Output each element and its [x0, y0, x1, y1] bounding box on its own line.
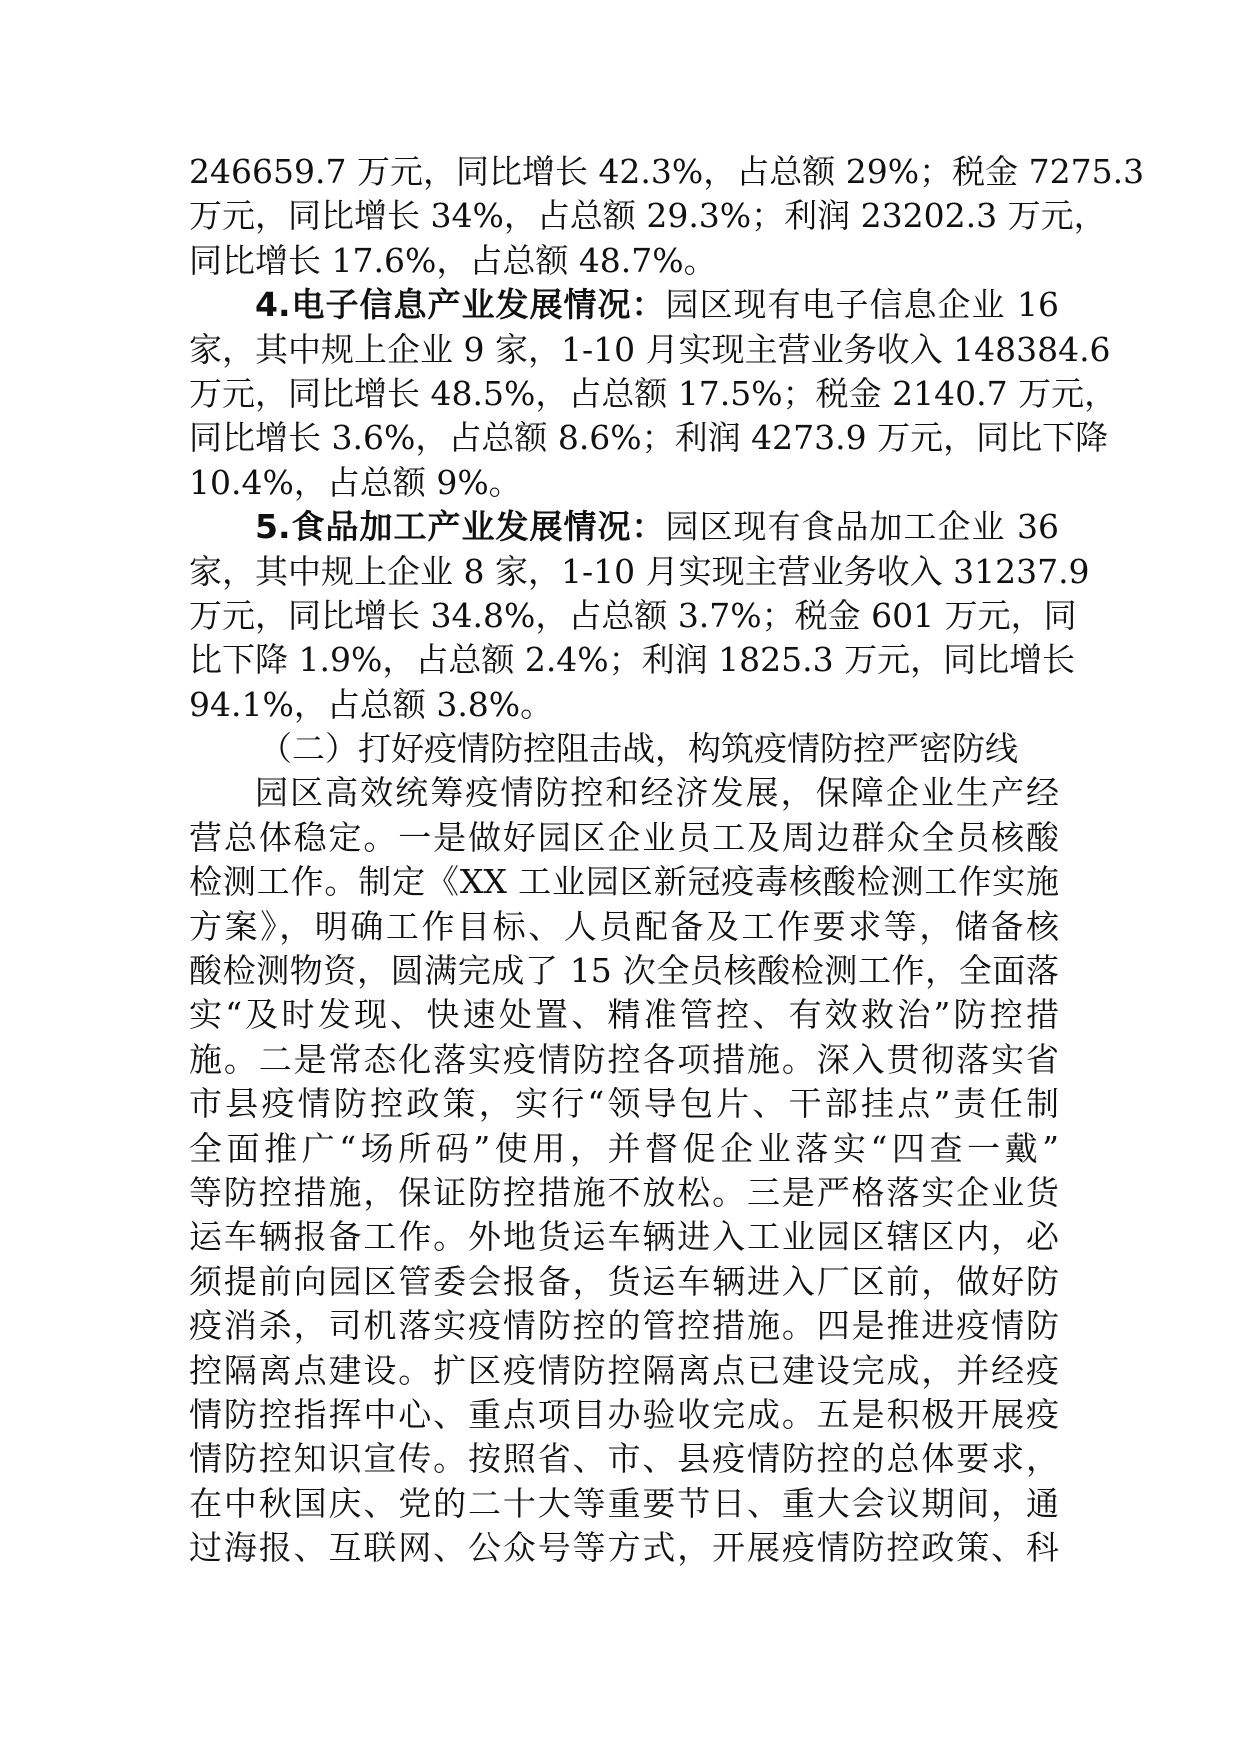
heading-text: 园区现有电子信息企业 16 [665, 285, 1060, 325]
text-line: 市县疫情防控政策，实行“领导包片、干部挂点”责任制 [189, 1084, 1059, 1124]
text-line: 等防控措施，保证防控措施不放松。三是严格落实企业货 [189, 1172, 1059, 1212]
text-line: 检测工作。制定《XX 工业园区新冠疫毒核酸检测工作实施 [189, 862, 1059, 902]
text-line: 须提前向园区管委会报备，货运车辆进入厂区前，做好防 [189, 1261, 1059, 1301]
text-line: 过海报、互联网、公众号等方式，开展疫情防控政策、科 [189, 1528, 1059, 1568]
text-line: 施。二是常态化落实疫情防控各项措施。深入贯彻落实省 [189, 1039, 1059, 1079]
text-line: 家，其中规上企业 9 家，1-10 月实现主营业务收入 148384.6 [189, 329, 1111, 369]
text-line: 实“及时发现、快速处置、精准管控、有效救治”防控措 [189, 995, 1059, 1035]
text-line: 全面推广“场所码”使用，并督促企业落实“四查一戴” [189, 1128, 1059, 1168]
text-line: 同比增长 17.6%，占总额 48.7%。 [189, 240, 717, 280]
subsection-heading: （二）打好疫情防控阻击战，构筑疫情防控严密防线 [259, 729, 1018, 769]
text-line: 方案》，明确工作目标、人员配备及工作要求等，储备核 [189, 906, 1059, 946]
text-line: 万元，同比增长 48.5%，占总额 17.5%；税金 2140.7 万元， [189, 373, 1118, 413]
heading-label: 5.食品加工产业发展情况： [255, 507, 666, 547]
text-line: 控隔离点建设。扩区疫情防控隔离点已建设完成，并经疫 [189, 1350, 1059, 1390]
text-line: 营总体稳定。一是做好园区企业员工及周边群众全员核酸 [189, 817, 1059, 857]
document-page [189, 150, 1145, 1571]
text-line: 246659.7 万元，同比增长 42.3%，占总额 29%；税金 7275.3 [189, 152, 1145, 191]
heading-text: 园区现有食品加工企业 36 [665, 507, 1060, 547]
text-line: 万元，同比增长 34.8%，占总额 3.7%；税金 601 万元，同 [189, 595, 1077, 635]
text-line: 同比增长 3.6%，占总额 8.6%；利润 4273.9 万元，同比下降 [189, 418, 1109, 458]
text-line: 家，其中规上企业 8 家，1-10 月实现主营业务收入 31237.9 [189, 551, 1090, 591]
text-line: 在中秋国庆、党的二十大等重要节日、重大会议期间，通 [189, 1483, 1059, 1523]
text-line: 情防控知识宣传。按照省、市、县疫情防控的总体要求， [189, 1439, 1059, 1479]
section-heading-food [189, 505, 1059, 549]
text-line: 10.4%，占总额 9%。 [189, 462, 522, 502]
text-line: 比下降 1.9%，占总额 2.4%；利润 1825.3 万元，同比增长 [189, 640, 1076, 680]
section-heading-electronics [189, 283, 1059, 327]
text-line: 疫消杀，司机落实疫情防控的管控措施。四是推进疫情防 [189, 1306, 1059, 1346]
heading-label: 4.电子信息产业发展情况： [255, 285, 666, 325]
text-line: 情防控指挥中心、重点项目办验收完成。五是积极开展疫 [189, 1394, 1059, 1434]
text-line: 酸检测物资，圆满完成了 15 次全员核酸检测工作，全面落 [189, 951, 1059, 991]
text-line: 94.1%，占总额 3.8%。 [189, 684, 554, 724]
text-line: 运车辆报备工作。外地货运车辆进入工业园区辖区内，必 [189, 1217, 1059, 1257]
text-line: 万元，同比增长 34%，占总额 29.3%；利润 23202.3 万元， [189, 196, 1107, 236]
text-line: 园区高效统筹疫情防控和经济发展，保障企业生产经 [255, 773, 1059, 813]
